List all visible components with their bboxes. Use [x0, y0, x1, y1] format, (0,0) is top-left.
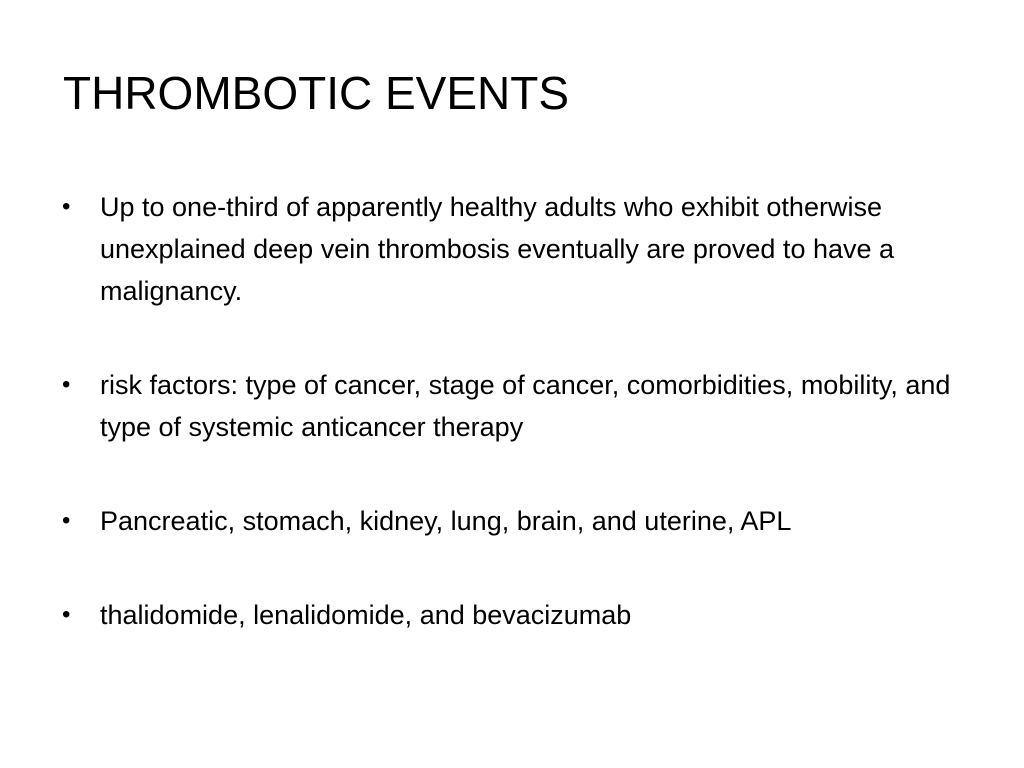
bullet-text: Up to one-third of apparently healthy adults who exhibit otherwise unexplained deep vein thrombosis eventually are proved to have a malignancy.: [100, 192, 895, 306]
bullet-text: Pancreatic, stomach, kidney, lung, brain, and uterine, APL: [100, 506, 792, 536]
bullet-item: [60, 364, 960, 448]
bullet-text: thalidomide, lenalidomide, and bevacizumab: [100, 600, 632, 630]
bullet-marker: •: [62, 193, 71, 220]
bullet-marker: •: [62, 371, 71, 398]
bullet-text: risk factors: type of cancer, stage of cancer, comorbidities, mobility, and type of systemic anticancer therapy: [100, 370, 951, 442]
bullet-marker: •: [62, 601, 71, 628]
bullet-list: [60, 186, 960, 688]
bullet-item: [60, 594, 960, 636]
bullet-item: [60, 500, 960, 542]
bullet-item: [60, 186, 960, 312]
bullet-marker: •: [62, 507, 71, 534]
slide-title: THROMBOTIC EVENTS: [63, 67, 570, 119]
